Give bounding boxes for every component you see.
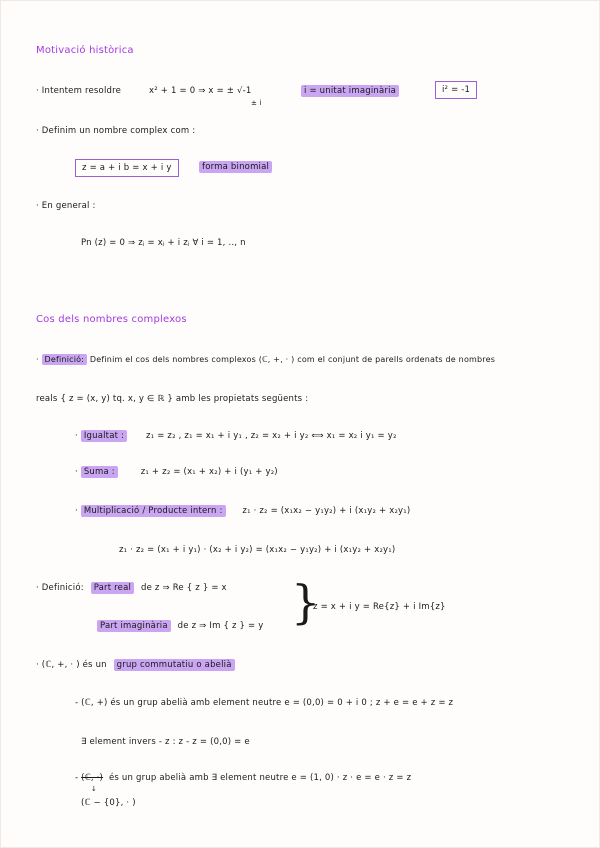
box-i-squared: i² = -1 [435,81,477,99]
part-imaginaria-row [97,621,264,631]
highlight-forma-binomial: forma binomial [199,161,272,173]
multiplicacio-row: · Multiplicació / Producte intern : z₁ · z₂ = (x₁x₂ − y₁y₂) + i (x₁y₂ + x₂y₁) [75,506,411,516]
highlight-multiplicacio: Multiplicació / Producte intern : [81,505,226,517]
abel-line-4: (ℂ − {0}, · ) [81,798,136,808]
arrow-down-icon: ↓ [91,785,98,793]
abel-line-1: - (ℂ, +) és un grup abelià amb element neutre e = (0,0) = 0 + i 0 ; z + e = e + z = z [75,698,454,708]
curly-brace: } [291,575,321,629]
multiplicacio-expanded: z₁ · z₂ = (x₁ + i y₁) · (x₂ + i y₂) = (x₁x₂ − y₁y₂) + i (x₁y₂ + x₂y₁) [119,545,396,555]
definicio-line-2: reals { z = (x, y) tq. x, y ∈ ℝ } amb les propietats següents : [36,394,309,404]
equation-sub: ± i [251,99,262,107]
line-intentem: · Intentem resoldre [36,86,122,96]
abel-line-3-text: és un grup abelià amb ∃ element neutre e = (1, 0) · z · e = e · z = z [108,773,412,783]
highlight-part-real: Part real [91,582,134,594]
equation-pn: Pn (z) = 0 ⇒ zⱼ = xⱼ + i zⱼ ∀ i = 1, .., n [81,238,246,248]
equation-x2: x² + 1 = 0 ⇒ x = ± √-1 [149,86,252,96]
highlight-part-imaginaria: Part imaginària [97,620,171,632]
highlight-definicio: Definició: [42,354,88,365]
definicio-line-1: · Definició: Definim el cos dels nombres complexos (ℂ, +, · ) com el conjunt de parells ordenats de nombres [36,355,496,364]
strike-c-mult: (ℂ, ·) [81,773,104,783]
suma-equation: z₁ + z₂ = (x₁ + x₂) + i (y₁ + y₂) [140,467,278,477]
igualtat-equation: z₁ = z₂ , z₁ = x₁ + i y₁ , z₂ = x₂ + i y₂ ⟺ x₁ = x₂ i y₁ = y₂ [146,431,397,441]
heading-cos: Cos dels nombres complexos [36,314,187,325]
highlight-igualtat: Igualtat : [81,430,127,442]
abel-line-2: ∃ element invers - z : z - z = (0,0) = e [81,737,250,747]
heading-motivacio: Motivació històrica [36,45,134,56]
brace-equation: z = x + i y = Re{z} + i Im{z} [313,602,446,612]
grup-row [36,660,235,670]
highlight-suma: Suma : [81,466,118,478]
line-definim: · Definim un nombre complex com : [36,126,196,136]
box-forma-binomial-eq: z = a + i b = x + i y [75,159,179,177]
igualtat-row: · Igualtat : z₁ = z₂ , z₁ = x₁ + i y₁ , z₂ = x₂ + i y₂ ⟺ x₁ = x₂ i y₁ = y₂ [75,431,397,441]
abel-line-3: - (ℂ, ·) és un grup abelià amb ∃ element neutre e = (1, 0) · z · e = e · z = z [75,773,412,783]
definicio2-label: · Definició: [36,583,84,593]
grup-text: · (ℂ, +, · ) és un [36,660,107,670]
multiplicacio-equation: z₁ · z₂ = (x₁x₂ − y₁y₂) + i (x₁y₂ + x₂y₁) [242,506,411,516]
highlight-unitat-imaginaria: i = unitat imaginària [301,85,399,97]
suma-row: · Suma : z₁ + z₂ = (x₁ + x₂) + i (y₁ + y₂) [75,467,278,477]
part-imaginaria-text: de z ⇒ Im { z } = y [177,621,264,631]
line-en-general: · En general : [36,201,96,211]
part-real-text: de z ⇒ Re { z } = x [140,583,227,593]
highlight-grup-commutatiu: grup commutatiu o abelià [114,659,235,671]
definicio-part-real-row [36,583,227,593]
definicio-text-1: Definim el cos dels nombres complexos (ℂ, +, · ) com el conjunt de parells ordenats de nombres [89,355,496,364]
